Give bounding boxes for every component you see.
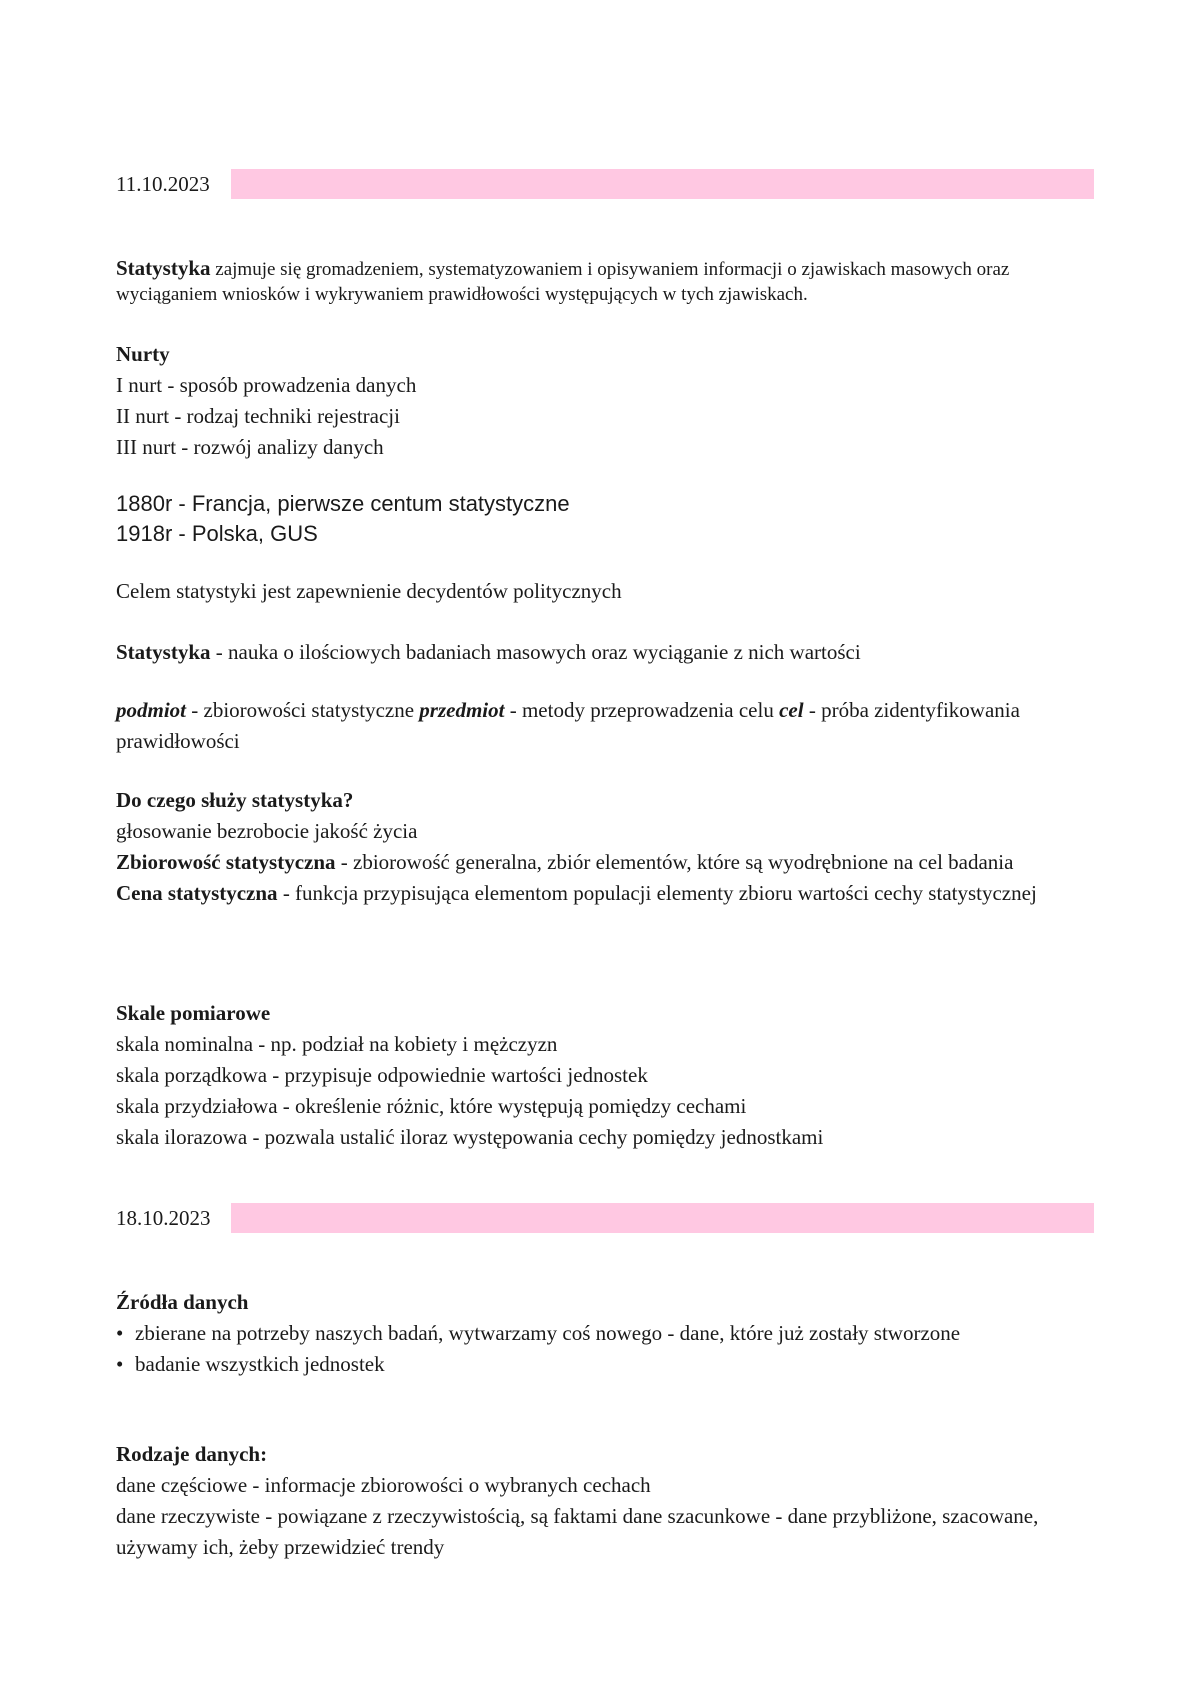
sources-list (116, 1318, 1086, 1380)
types-line: dane częściowe - informacje zbiorowości o wybranych cechach (116, 1473, 651, 1497)
definition2-text: - nauka o ilościowych badaniach masowych oraz wyciąganie z nich wartości (210, 640, 861, 664)
date-label: 11.10.2023 (116, 171, 210, 196)
nurty-item: II nurt - rodzaj techniki rejestracji (116, 404, 400, 428)
date-label: 18.10.2023 (116, 1205, 211, 1230)
list-item: • zbierane na potrzeby naszych badań, wytwarzamy coś nowego - dane, które już zostały stworzone (116, 1318, 1086, 1349)
usage-heading: Do czego służy statystyka? (116, 788, 354, 812)
zbiorowosc-text: - zbiorowość generalna, zbiór elementów, które są wyodrębnione na cel badania (335, 850, 1014, 874)
types-heading: Rodzaje danych: (116, 1442, 268, 1466)
usage-line: głosowanie bezrobocie jakość życia (116, 819, 418, 843)
subject-paragraph (116, 695, 1086, 757)
nurty-heading: Nurty (116, 342, 170, 366)
scale-item: skala porządkowa - przypisuje odpowiednie wartości jednostek (116, 1063, 648, 1087)
definition2-paragraph (116, 637, 1086, 668)
term-przedmiot: przedmiot (419, 698, 505, 722)
history-item: 1918r - Polska, GUS (116, 521, 318, 546)
types-line: dane rzeczywiste - powiązane z rzeczywistością, są faktami dane szacunkowe - dane przybliżone, szacowane, używamy ich, żeby przewidzieć trendy (116, 1504, 1039, 1559)
history-item: 1880r - Francja, pierwsze centum statystyczne (116, 491, 570, 516)
cel-text: - próba zidentyfikowania prawidłowości (116, 698, 1020, 753)
scales-section (116, 998, 1086, 1153)
date-header-2 (116, 1202, 1094, 1234)
usage-section (116, 785, 1086, 909)
scale-item: skala przydziałowa - określenie różnic, które występują pomiędzy cechami (116, 1094, 747, 1118)
scale-item: skala nominalna - np. podział na kobiety i mężczyzn (116, 1032, 558, 1056)
term-statystyka-2: Statystyka (116, 640, 211, 664)
date-header-1 (116, 168, 1094, 200)
definition-paragraph (116, 256, 1086, 307)
podmiot-text: - zbiorowości statystyczne (186, 698, 420, 722)
term-podmiot: podmiot (116, 698, 187, 722)
cena-text: - funkcja przypisująca elementom populacji elementy zbioru wartości cechy statystycznej (277, 881, 1037, 905)
sources-section (116, 1287, 1086, 1380)
history-section (116, 489, 1086, 549)
scales-heading: Skale pomiarowe (116, 1001, 271, 1025)
nurty-item: I nurt - sposób prowadzenia danych (116, 373, 417, 397)
sources-heading: Źródła danych (116, 1290, 249, 1314)
date-highlight-bar (231, 1203, 1094, 1233)
term-statystyka: Statystyka (116, 256, 211, 280)
przedmiot-text: - metody przeprowadzenia celu (504, 698, 780, 722)
definition-text: zajmuje się gromadzeniem, systematyzowaniem i opisywaniem informacji o zjawiskach masowych oraz wyciąganiem wniosków i wykrywaniem prawidłowości występujących w tych zjawiskach. (116, 259, 1010, 305)
nurty-section (116, 339, 1086, 463)
term-zbiorowosc: Zbiorowość statystyczna (116, 850, 336, 874)
nurty-item: III nurt - rozwój analizy danych (116, 435, 384, 459)
list-item: • badanie wszystkich jednostek (116, 1349, 1086, 1380)
goal-paragraph (116, 576, 1086, 607)
goal-text: Celem statystyki jest zapewnienie decydentów politycznych (116, 579, 622, 603)
term-cel: cel (779, 698, 804, 722)
term-cena: Cena statystyczna (116, 881, 278, 905)
types-section (116, 1439, 1086, 1563)
scale-item: skala ilorazowa - pozwala ustalić iloraz występowania cechy pomiędzy jednostkami (116, 1125, 824, 1149)
date-highlight-bar (231, 169, 1094, 199)
